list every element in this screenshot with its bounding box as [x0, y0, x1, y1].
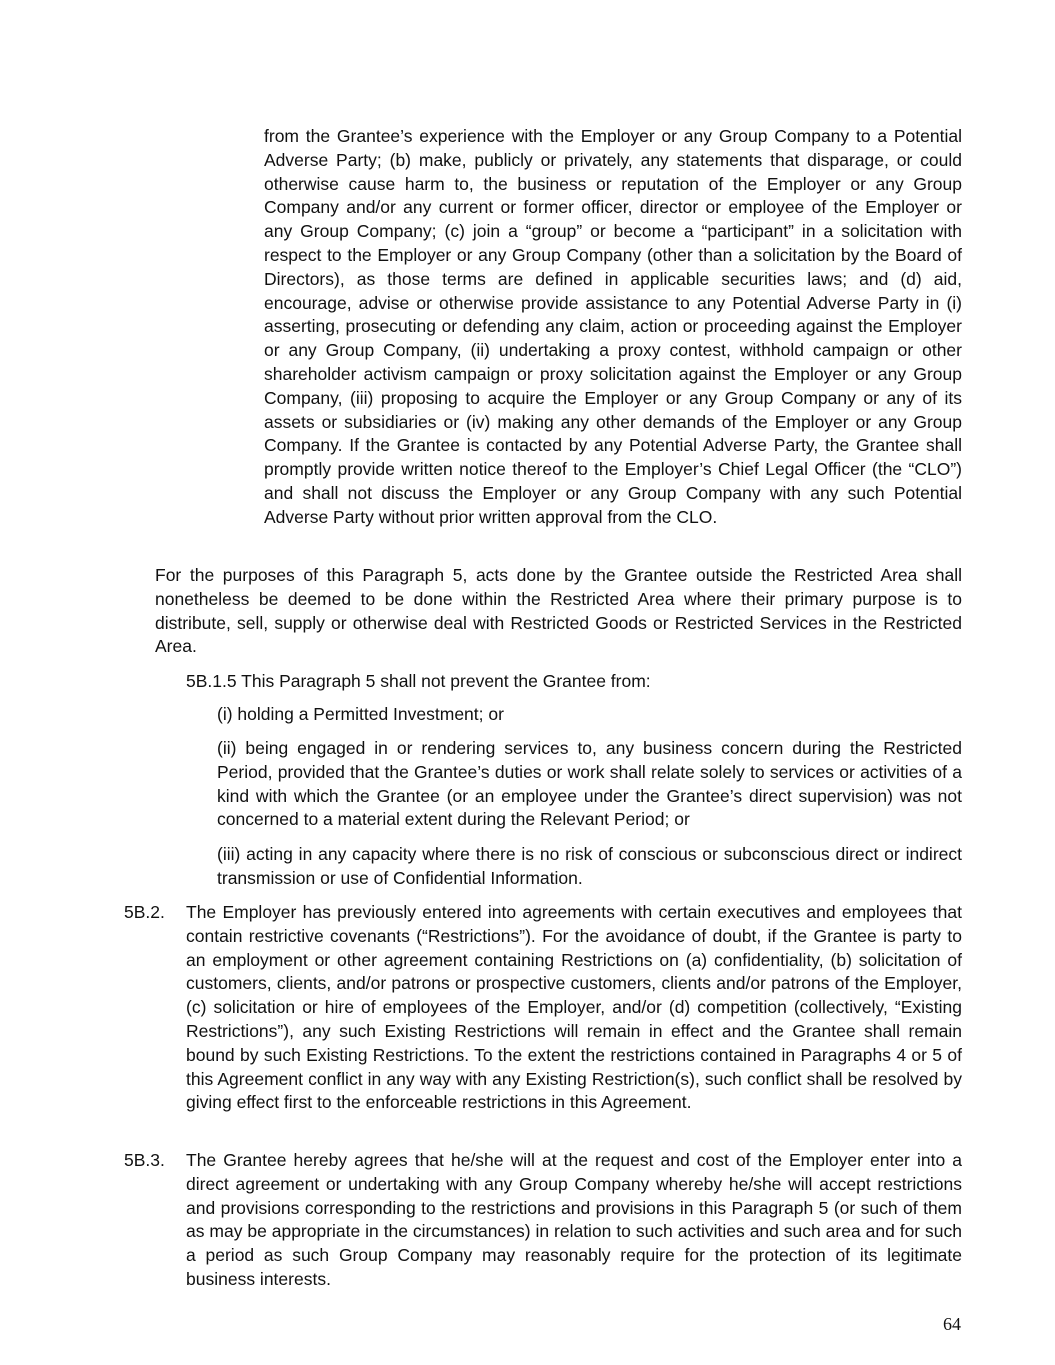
- paragraph-5-note: For the purposes of this Paragraph 5, acts done by the Grantee outside the Restricted Area shall nonetheless be deemed to be done within the Restricted Area where their primary purpose is to distribute, sell, supply or otherwise deal with Restricted Goods or Restricted Services in the Restricted Area.: [155, 565, 962, 657]
- section-5b3-number: 5B.3.: [124, 1150, 165, 1170]
- section-5b1-5-intro: 5B.1.5 This Paragraph 5 shall not prevent the Grantee from:: [186, 671, 651, 691]
- section-5b1-5-item-i: (i) holding a Permitted Investment; or: [217, 704, 504, 724]
- section-5b2-text: The Employer has previously entered into agreements with certain executives and employees that contain restrictive covenants (“Restrictions”). For the avoidance of doubt, if the Grantee is party to an employment or other agreement containing Restrictions on (a) confidentiality, (b) solicitation of customers, clients, and/or patrons or prospective customers, clients and/or patrons of the Employer, (c) solicitation or hire of employees of the Employer, and/or (d) competition (collectively, “Existing Restrictions”), any such Existing Restrictions will remain in effect and the Grantee shall remain bound by such Existing Restrictions. To the extent the restrictions contained in Paragraphs 4 or 5 of this Agreement conflict in any way with any Existing Restriction(s), such conflict shall be resolved by giving effect first to the enforceable restrictions in this Agreement.: [186, 902, 962, 1113]
- section-5b1-5-item-iii: (iii) acting in any capacity where there is no risk of conscious or subconscious direct or indirect transmission or use of Confidential Information.: [217, 844, 962, 888]
- section-5b3-text: The Grantee hereby agrees that he/she will at the request and cost of the Employer enter into a direct agreement or undertaking with any Group Company whereby he/she will accept restrictions and provisions corresponding to the restrictions and provisions in this Paragraph 5 (or such of them as may be appropriate in the circumstances) in relation to such activities and such area and for such a period as such Group Company may reasonably require for the protection of its legitimate business interests.: [186, 1150, 962, 1289]
- page-number: 64: [943, 1314, 961, 1334]
- section-5b2-number: 5B.2.: [124, 902, 165, 922]
- section-5b1-5-item-ii: (ii) being engaged in or rendering services to, any business concern during the Restricted Period, provided that the Grantee’s duties or work shall relate solely to services or activities of a kind with which the Grantee (or an employee under the Grantee’s direct supervision) was not concerned to a material extent during the Relevant Period; or: [217, 738, 962, 830]
- section-5b2: [124, 901, 962, 1115]
- section-5b3: [124, 1149, 962, 1292]
- continued-clause-text: from the Grantee’s experience with the Employer or any Group Company to a Potential Adverse Party; (b) make, publicly or privately, any statements that disparage, or could otherwise cause harm to, the business or reputation of the Employer or any Group Company and/or any current or former officer, director or employee of the Employer or any Group Company; (c) join a “group” or become a “participant” in a solicitation with respect to the Employer or any Group Company (other than a solicitation by the Board of Directors), as those terms are defined in applicable securities laws; and (d) aid, encourage, advise or otherwise provide assistance to any Potential Adverse Party in (i) asserting, prosecuting or defending any claim, action or proceeding against the Employer or any Group Company, (ii) undertaking a proxy contest, withhold campaign or other shareholder activism campaign or proxy solicitation against the Employer or any Group Company, (iii) proposing to acquire the Employer or any Group Company or any of its assets or subsidiaries or (iv) making any other demands of the Employer or any Group Company. If the Grantee is contacted by any Potential Adverse Party, the Grantee shall promptly provide written notice thereof to the Employer’s Chief Legal Officer (the “CLO”) and shall not discuss the Employer or any Group Company with any such Potential Adverse Party without prior written approval from the CLO.: [264, 126, 962, 527]
